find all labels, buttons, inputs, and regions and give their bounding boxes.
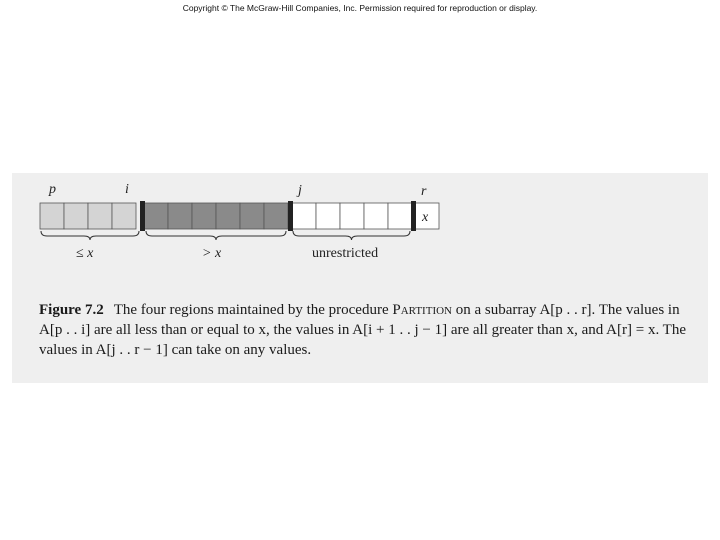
region-divider	[288, 201, 293, 231]
region-divider	[411, 201, 416, 231]
cell-gt	[144, 203, 168, 229]
cell-unrestricted	[340, 203, 364, 229]
cell-gt	[192, 203, 216, 229]
region-divider	[140, 201, 145, 231]
cell-le	[64, 203, 88, 229]
region-brace	[146, 231, 286, 240]
cell-gt	[216, 203, 240, 229]
figure-scan	[12, 173, 708, 383]
array-cells	[40, 203, 439, 229]
procedure-name: Partition	[392, 302, 452, 318]
caption-part-1: The four regions maintained by the procedure	[113, 302, 393, 318]
cell-gt	[168, 203, 192, 229]
index-label-p: p	[49, 182, 56, 197]
figure-caption	[39, 300, 704, 360]
region-brace	[41, 231, 139, 240]
cell-unrestricted	[316, 203, 340, 229]
cell-le	[112, 203, 136, 229]
region-label-le: ≤ x	[76, 246, 94, 261]
cell-unrestricted	[364, 203, 388, 229]
cell-unrestricted	[292, 203, 316, 229]
caption-part-2: on a subarray A[p . . r]. The values in A[p . . i] are all less than or equal to x, the values in A[i + 1 . . j − 1] are all greater than x, and A[r] = x. The values in A[j . . r − 1] can take on any values.	[39, 302, 686, 358]
region-brace	[293, 231, 410, 240]
copyright-notice: Copyright © The McGraw-Hill Companies, Inc. Permission required for reproduction or display.	[182, 3, 538, 13]
cell-le	[40, 203, 64, 229]
cell-unrestricted	[388, 203, 412, 229]
last-cell-x: x	[422, 210, 429, 225]
index-label-j: j	[298, 183, 302, 198]
region-label-gt: > x	[202, 246, 222, 261]
partition-diagram	[12, 173, 708, 293]
cell-gt	[240, 203, 264, 229]
index-label-r: r	[421, 184, 427, 199]
region-label-unrestricted: unrestricted	[312, 246, 379, 261]
region-braces	[41, 231, 410, 240]
index-label-i: i	[125, 182, 129, 197]
cell-gt	[264, 203, 288, 229]
cell-le	[88, 203, 112, 229]
figure-label: Figure 7.2	[39, 302, 104, 318]
